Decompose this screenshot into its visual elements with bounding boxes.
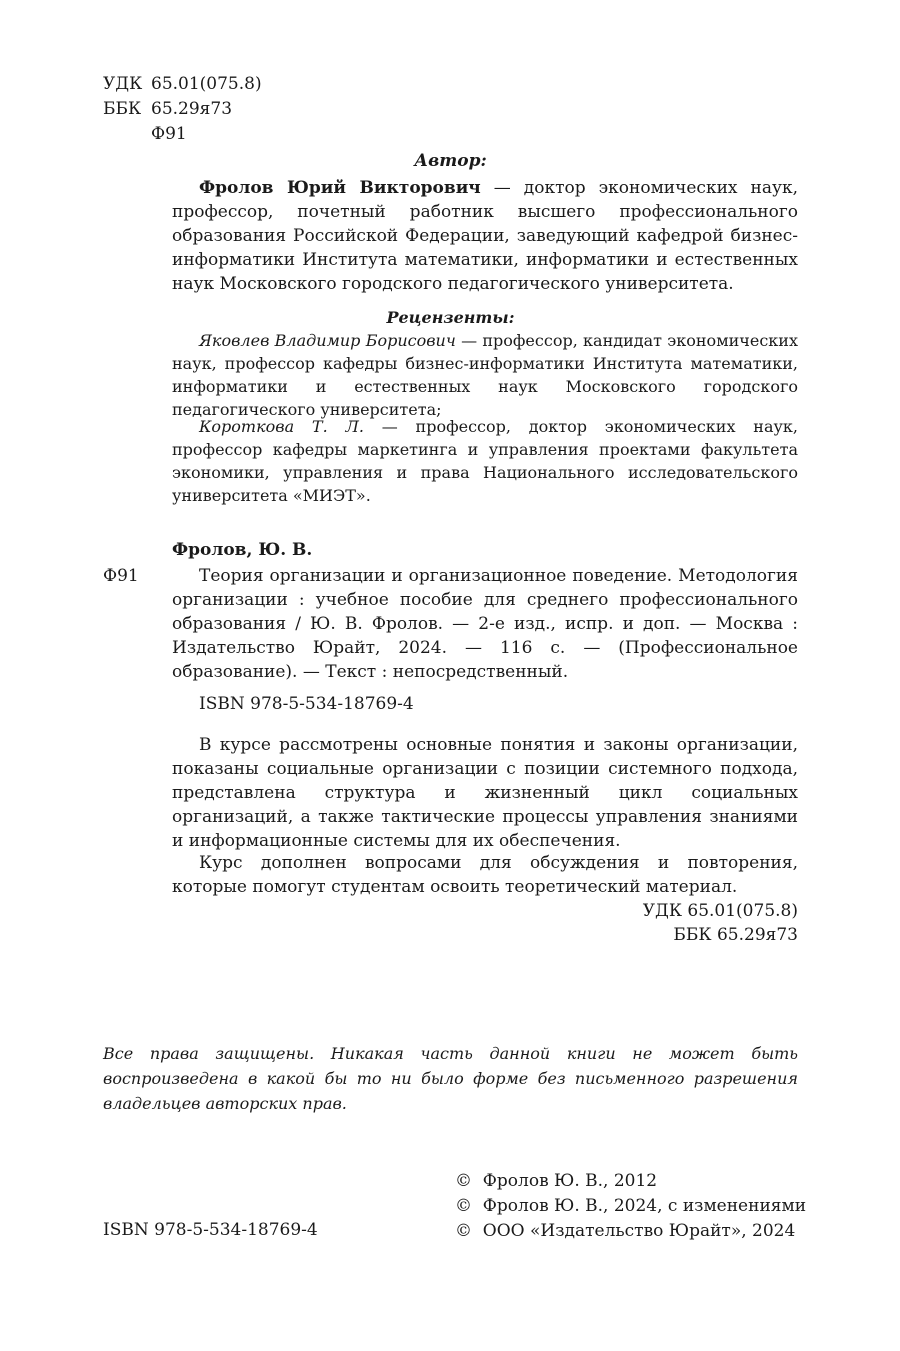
catalog-description: Теория организации и организационное поведение. Методология организации : учебное пособие для среднего профессионального образования / Ю. В. Фролов. — 2-е изд., испр. и доп. — Москва : Издательство Юрайт, 2024. — 116 с. — (Профессиональное образование). — Текст : непосредственный. — [172, 566, 798, 682]
bbk-label: ББК — [103, 99, 142, 119]
bbk-value: 65.29я73 — [151, 99, 233, 119]
reviewer-2-desc: — профессор, доктор экономических наук, профессор кафедры маркетинга и управления проектами факультета экономики, управления и права Национального исследовательского университета «МИЭТ». — [172, 417, 799, 505]
reviewers-heading: Рецензенты: — [386, 308, 515, 327]
copyright-block — [455, 1169, 806, 1244]
catalog-isbn: ISBN 978-5-534-18769-4 — [199, 694, 414, 714]
rights-notice: Все права защищены. Никакая часть данной книги не может быть воспроизведена в какой бы то ни было форме без письменного разрешения владельцев авторских прав. — [103, 1044, 798, 1113]
abstract-paragraph-2: Курс дополнен вопросами для обсуждения и повторения, которые помогут студентам освоить теоретический материал. — [172, 853, 798, 897]
reviewer-1 — [172, 329, 798, 421]
copyright-line: © ООО «Издательство Юрайт», 2024 — [455, 1221, 796, 1241]
reviewer-2 — [172, 415, 798, 507]
footer-isbn: ISBN 978-5-534-18769-4 — [103, 1220, 318, 1240]
author-heading: Автор: — [414, 151, 487, 171]
author-mark: Ф91 — [151, 124, 187, 144]
classification-codes — [103, 72, 262, 147]
bbk-row — [103, 97, 262, 122]
catalog-codes — [172, 899, 798, 947]
reviewer-2-name: Короткова Т. Л. — [199, 417, 364, 436]
catalog-bbk: ББК 65.29я73 — [673, 925, 798, 945]
author-name: Фролов Юрий Викторович — [199, 178, 481, 198]
copyright-line: © Фролов Ю. В., 2012 — [455, 1171, 658, 1191]
catalog-udk: УДК 65.01(075.8) — [642, 901, 798, 921]
abstract-paragraph-1: В курсе рассмотрены основные понятия и законы организации, показаны социальные организации с позиции системного подхода, представлена структура и жизненный цикл социальных организаций, а также тактические процессы управления знаниями и информационные системы для их обеспечения. — [172, 735, 798, 851]
catalog-author-heading: Фролов, Ю. В. — [172, 540, 313, 560]
author-description: — доктор экономических наук, профессор, почетный работник высшего профессионального образования Российской Федерации, заведующий кафедрой бизнес-информатики Института математики, информатики и естественных наук Московского городского педагогического университета. — [172, 178, 799, 294]
catalog-mark: Ф91 — [103, 566, 139, 586]
udk-row — [103, 72, 262, 97]
udk-label: УДК — [103, 74, 143, 94]
copyright-line: © Фролов Ю. В., 2024, с изменениями — [455, 1196, 807, 1216]
reviewer-1-name: Яковлев Владимир Борисович — [199, 331, 456, 350]
udk-value: 65.01(075.8) — [151, 74, 262, 94]
reviewer-1-desc: — профессор, кандидат экономических наук, профессор кафедры бизнес-информатики Института математики, информатики и естественных наук Московского городского педагогического университета; — [172, 331, 798, 419]
author-paragraph — [172, 176, 798, 296]
